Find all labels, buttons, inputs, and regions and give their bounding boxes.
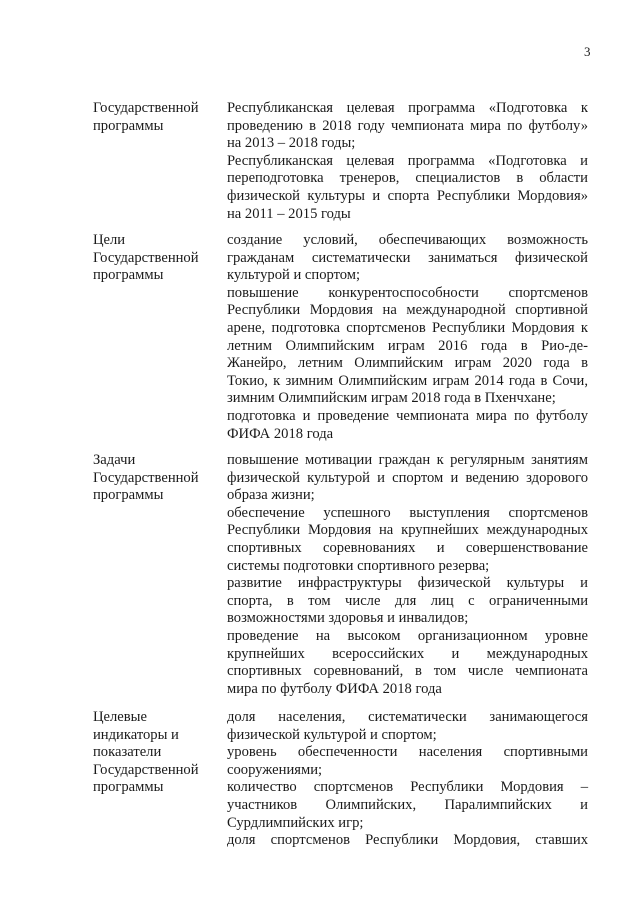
label-line: Государственной xyxy=(93,761,199,778)
body-line: Сурдлимпийских игр; xyxy=(227,814,364,831)
body-line: спортивных соревнованиях и совершенствование xyxy=(227,539,588,556)
label-line: Государственной xyxy=(93,469,199,486)
body-line: возможностями здоровья и инвалидов; xyxy=(227,610,469,627)
body-line: обеспечение успешного выступления спортсменов xyxy=(227,504,588,521)
label-line: индикаторы и xyxy=(93,726,179,743)
label-line: программы xyxy=(93,779,164,796)
page-number: 3 xyxy=(584,44,591,59)
body-line: крупнейших всероссийских и международных xyxy=(227,645,588,662)
section-body xyxy=(227,100,588,223)
label-line: Целевые xyxy=(93,709,147,725)
body-line: Республиканская целевая программа «Подготовка и xyxy=(227,152,588,169)
body-line: на 2011 – 2015 годы xyxy=(227,205,351,222)
body-line: Республики Мордовия на международной спортивной xyxy=(227,302,588,319)
label-line: Задачи xyxy=(93,452,136,468)
body-line: гражданам систематически заниматься физической xyxy=(227,249,588,266)
body-line: Жанейро, летним Олимпийским играм 2020 года в xyxy=(227,355,588,372)
section-label xyxy=(93,452,217,505)
body-line: ФИФА 2018 года xyxy=(227,425,334,442)
body-line: Республики Мордовия на крупнейших международных xyxy=(227,522,588,539)
body-line: создание условий, обеспечивающих возможность xyxy=(227,232,588,248)
body-line: сооружениями; xyxy=(227,761,323,778)
body-line: повышение конкурентоспособности спортсменов xyxy=(227,284,588,301)
body-line: уровень обеспеченности населения спортивными xyxy=(227,744,588,761)
label-line: Государственной xyxy=(93,249,199,266)
label-line: программы xyxy=(93,267,164,284)
label-line: Цели xyxy=(93,232,126,248)
body-line: подготовка и проведение чемпионата мира по футболу xyxy=(227,407,588,424)
body-line: спортивных соревнований, в том числе чемпионата xyxy=(227,663,588,680)
body-line: развитие инфраструктуры физической культуры и xyxy=(227,575,588,592)
body-line: физической культуры и спорта Республики Мордовия» xyxy=(227,187,588,204)
body-line: доля спортсменов Республики Мордовия, ставших xyxy=(227,832,588,849)
section-body xyxy=(227,232,588,443)
body-line: системы подготовки спортивного резерва; xyxy=(227,557,490,574)
body-line: спорта, в том числе для лиц с ограниченными xyxy=(227,592,588,609)
body-line: физической культурой и спортом и ведению здорового xyxy=(227,469,588,486)
body-line: доля населения, систематически занимающегося xyxy=(227,709,588,725)
body-line: Токио, к зимним Олимпийским играм 2014 года в Сочи, xyxy=(227,372,588,389)
section-label xyxy=(93,709,217,797)
label-line: программы xyxy=(93,117,164,134)
body-line: повышение мотивации граждан к регулярным занятиям xyxy=(227,452,588,468)
section-body xyxy=(227,452,588,698)
body-line: переподготовка тренеров, специалистов в области xyxy=(227,170,588,187)
body-line: арене, подготовка спортсменов Республики Мордовия к xyxy=(227,319,588,336)
body-line: Республиканская целевая программа «Подготовка к xyxy=(227,100,588,116)
label-line: Государственной xyxy=(93,100,199,116)
body-line: физической культурой и спортом; xyxy=(227,726,437,743)
body-line: летним Олимпийским играм 2016 года в Рио-де- xyxy=(227,337,588,354)
label-line: программы xyxy=(93,487,164,504)
body-line: проведению в 2018 году чемпионата мира по футболу» xyxy=(227,117,588,134)
body-line: на 2013 – 2018 годы; xyxy=(227,135,356,152)
section-body xyxy=(227,709,588,850)
body-line: проведение на высоком организационном уровне xyxy=(227,627,588,644)
body-line: зимним Олимпийским играм 2018 года в Пхенчхане; xyxy=(227,390,556,407)
label-line: показатели xyxy=(93,744,162,761)
body-line: мира по футболу ФИФА 2018 года xyxy=(227,680,442,697)
body-line: количество спортсменов Республики Мордовия – xyxy=(227,779,588,796)
section-label xyxy=(93,100,217,135)
body-line: участников Олимпийских, Паралимпийских и xyxy=(227,796,588,813)
body-line: культурой и спортом; xyxy=(227,267,361,284)
section-label xyxy=(93,232,217,285)
body-line: образа жизни; xyxy=(227,487,315,504)
